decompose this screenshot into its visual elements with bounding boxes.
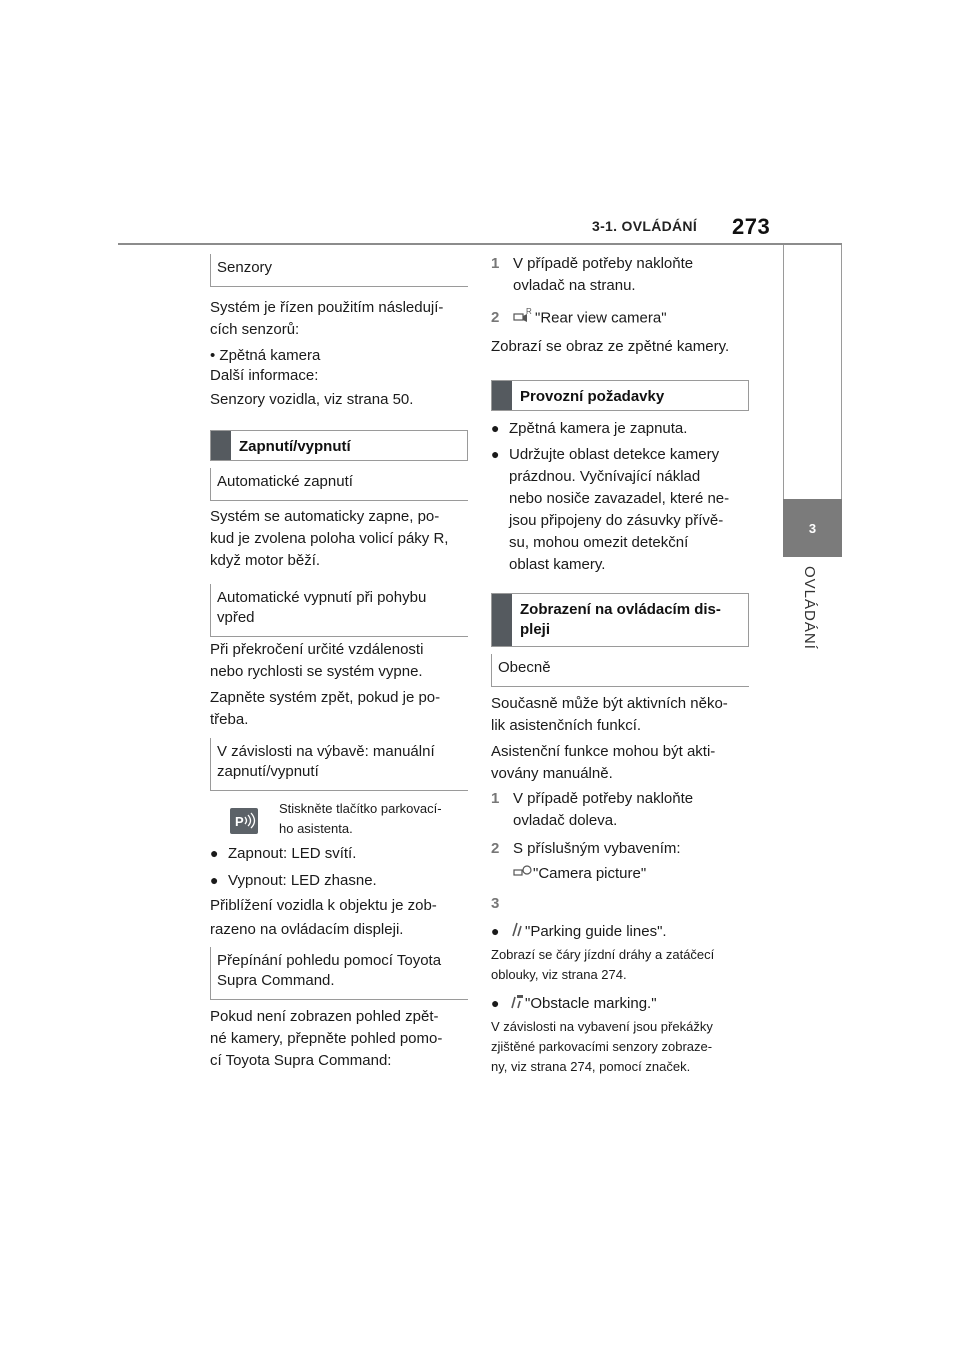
chapter-label bbox=[790, 566, 830, 656]
note bbox=[491, 1017, 713, 1077]
text-line: Zapněte systém zpět, pokud je po- bbox=[210, 689, 441, 706]
text-line: zjištěné parkovacími senzory zobraze- bbox=[491, 1039, 713, 1054]
subheading-text: zapnutí/vypnutí bbox=[217, 763, 319, 780]
subheading-switch bbox=[210, 947, 468, 1000]
text-line: V závislosti na vybavení jsou překážky bbox=[491, 1019, 713, 1034]
text-line: lik asistenčních funkcí. bbox=[491, 717, 642, 734]
heading-text: Provozní požadavky bbox=[520, 388, 665, 405]
paragraph bbox=[210, 895, 437, 941]
text-line: ny, viz strana 274, pomocí značek. bbox=[491, 1059, 691, 1074]
paragraph bbox=[210, 297, 443, 367]
heading-text bbox=[512, 594, 729, 646]
paragraph bbox=[210, 1006, 442, 1072]
chapter-label-text: OVLÁDÁNÍ bbox=[801, 566, 818, 650]
bullet-text: oblast kamery. bbox=[509, 556, 606, 573]
text-line: když motor běží. bbox=[210, 552, 321, 569]
paragraph bbox=[210, 506, 448, 572]
bullet-icon: ● bbox=[210, 872, 219, 888]
step-text: "Rear view camera" bbox=[535, 309, 667, 327]
text-line: vovány manuálně. bbox=[491, 765, 613, 782]
step-2b bbox=[491, 838, 681, 885]
bullet-text: "Obstacle marking." bbox=[525, 995, 657, 1012]
heading-provozni bbox=[491, 380, 749, 411]
svg-text:P: P bbox=[235, 814, 244, 829]
bullet-text: su, mohou omezit detekční bbox=[509, 534, 689, 551]
step-number: 1 bbox=[491, 790, 500, 807]
text-line: razeno na ovládacím displeji. bbox=[210, 921, 404, 938]
text-line: oblouky, viz strana 274. bbox=[491, 967, 627, 982]
camera-picture-icon bbox=[513, 863, 533, 885]
subheading-text: Senzory bbox=[217, 259, 273, 276]
step-number: 3 bbox=[491, 895, 500, 912]
subheading-text: Automatické vypnutí při pohybu bbox=[217, 589, 427, 606]
heading-tab bbox=[492, 381, 512, 410]
bullet-item bbox=[210, 842, 356, 865]
step-1 bbox=[491, 253, 693, 297]
list-item: • Zpětná kamera bbox=[210, 347, 321, 364]
step-text: V případě potřeby nakloňte bbox=[513, 790, 694, 807]
svg-text:R: R bbox=[526, 307, 532, 316]
step-number: 2 bbox=[491, 309, 500, 327]
bullet-item bbox=[491, 920, 667, 944]
bullet-icon: ● bbox=[491, 995, 500, 1011]
paragraph bbox=[210, 639, 423, 683]
subheading-senzory bbox=[210, 254, 468, 287]
text-line: Systém je řízen použitím následují- bbox=[210, 299, 444, 316]
paragraph: Zobrazí se obraz ze zpětné kamery. bbox=[491, 338, 730, 355]
text-line: Další informace: bbox=[210, 367, 319, 384]
paragraph bbox=[210, 687, 440, 731]
bullet-text: Zpětná kamera je zapnuta. bbox=[509, 420, 688, 437]
subheading-text: Obecně bbox=[498, 659, 551, 676]
subheading-auto-on bbox=[210, 468, 468, 501]
text-line: Systém se automaticky zapne, po- bbox=[210, 508, 440, 525]
side-tab-line bbox=[783, 245, 842, 499]
subheading-text: Přepínání pohledu pomocí Toyota bbox=[217, 952, 442, 969]
paragraph bbox=[210, 365, 413, 411]
guide-lines-icon bbox=[509, 921, 525, 944]
bullet-text: prázdnou. Vyčnívající náklad bbox=[509, 468, 701, 485]
section-title: 3-1. OVLÁDÁNÍ bbox=[592, 218, 698, 234]
text-line: nebo rychlosti se systém vypne. bbox=[210, 663, 423, 680]
heading-line: pleji bbox=[520, 621, 551, 638]
subheading-text: Supra Command. bbox=[217, 972, 335, 989]
subheading-text: V závislosti na výbavě: manuální bbox=[217, 743, 435, 760]
text-line: cí Toyota Supra Command: bbox=[210, 1052, 392, 1069]
step-1b bbox=[491, 788, 693, 832]
bullet-text: Vypnout: LED zhasne. bbox=[228, 872, 377, 889]
step-number: 1 bbox=[491, 255, 500, 272]
step-text: V případě potřeby nakloňte bbox=[513, 255, 694, 272]
bullet-text: Udržujte oblast detekce kamery bbox=[509, 446, 720, 463]
text-line: Senzory vozidla, viz strana 50. bbox=[210, 391, 414, 408]
text-line: né kamery, přepněte pohled pomo- bbox=[210, 1030, 443, 1047]
step-3 bbox=[491, 893, 513, 915]
step-number: 2 bbox=[491, 840, 500, 857]
bullet-item bbox=[491, 443, 729, 576]
text-line: ho asistenta. bbox=[279, 821, 353, 836]
bullet-text: jsou připojeny do zásuvky přívě- bbox=[509, 512, 724, 529]
bullet-item bbox=[491, 417, 687, 440]
step-text: ovladač doleva. bbox=[513, 812, 618, 829]
step-text: ovladač na stranu. bbox=[513, 277, 636, 294]
heading-text: Zapnutí/vypnutí bbox=[239, 438, 351, 455]
heading-line: Zobrazení na ovládacím dis- bbox=[520, 601, 721, 618]
header-rule bbox=[118, 243, 842, 245]
text-line: Současně může být aktivních něko- bbox=[491, 695, 728, 712]
camera-icon bbox=[513, 307, 535, 330]
bullet-icon: ● bbox=[491, 446, 500, 462]
text-line: Stiskněte tlačítko parkovací- bbox=[279, 801, 442, 816]
bullet-icon: ● bbox=[491, 923, 500, 939]
bullet-text: Zapnout: LED svítí. bbox=[228, 845, 357, 862]
subheading-auto-off bbox=[210, 584, 468, 637]
bullet-text: "Parking guide lines". bbox=[525, 923, 667, 940]
bullet-icon: ● bbox=[210, 845, 219, 861]
step-2 bbox=[491, 307, 667, 330]
paragraph bbox=[491, 693, 728, 737]
parking-assistant-button-icon bbox=[230, 808, 258, 834]
text-line: Zobrazí se čáry jízdní dráhy a zatáčecí bbox=[491, 947, 715, 962]
text-line: Asistenční funkce mohou být akti- bbox=[491, 743, 716, 760]
page-number: 273 bbox=[732, 214, 771, 239]
subheading-text: Automatické zapnutí bbox=[217, 473, 353, 490]
chapter-tab: 3 bbox=[783, 499, 842, 557]
step-text: S příslušným vybavením: bbox=[513, 840, 681, 857]
note bbox=[491, 945, 714, 985]
subheading-obecne bbox=[491, 654, 749, 687]
bullet-item bbox=[491, 992, 657, 1016]
button-note bbox=[279, 799, 442, 839]
heading-tab bbox=[492, 594, 512, 646]
text-line: třeba. bbox=[210, 711, 249, 728]
text-line: cích senzorů: bbox=[210, 321, 300, 338]
heading-tab bbox=[211, 431, 231, 460]
text-line: Při překročení určité vzdálenosti bbox=[210, 641, 424, 658]
step-text: "Camera picture" bbox=[533, 865, 647, 882]
subheading-text: vpřed bbox=[217, 609, 255, 626]
heading-zobrazeni bbox=[491, 593, 749, 647]
text-line: kud je zvolena poloha volicí páky R, bbox=[210, 530, 449, 547]
text-line: Pokud není zobrazen pohled zpět- bbox=[210, 1008, 439, 1025]
text-line: Přiblížení vozidla k objektu je zob- bbox=[210, 897, 437, 914]
bullet-item bbox=[210, 869, 377, 892]
bullet-text: nebo nosiče zavazadel, které ne- bbox=[509, 490, 730, 507]
obstacle-marking-icon bbox=[509, 993, 525, 1016]
heading-zapnuti bbox=[210, 430, 468, 461]
paragraph bbox=[491, 741, 715, 785]
subheading-manual bbox=[210, 738, 468, 791]
bullet-icon: ● bbox=[491, 420, 500, 436]
